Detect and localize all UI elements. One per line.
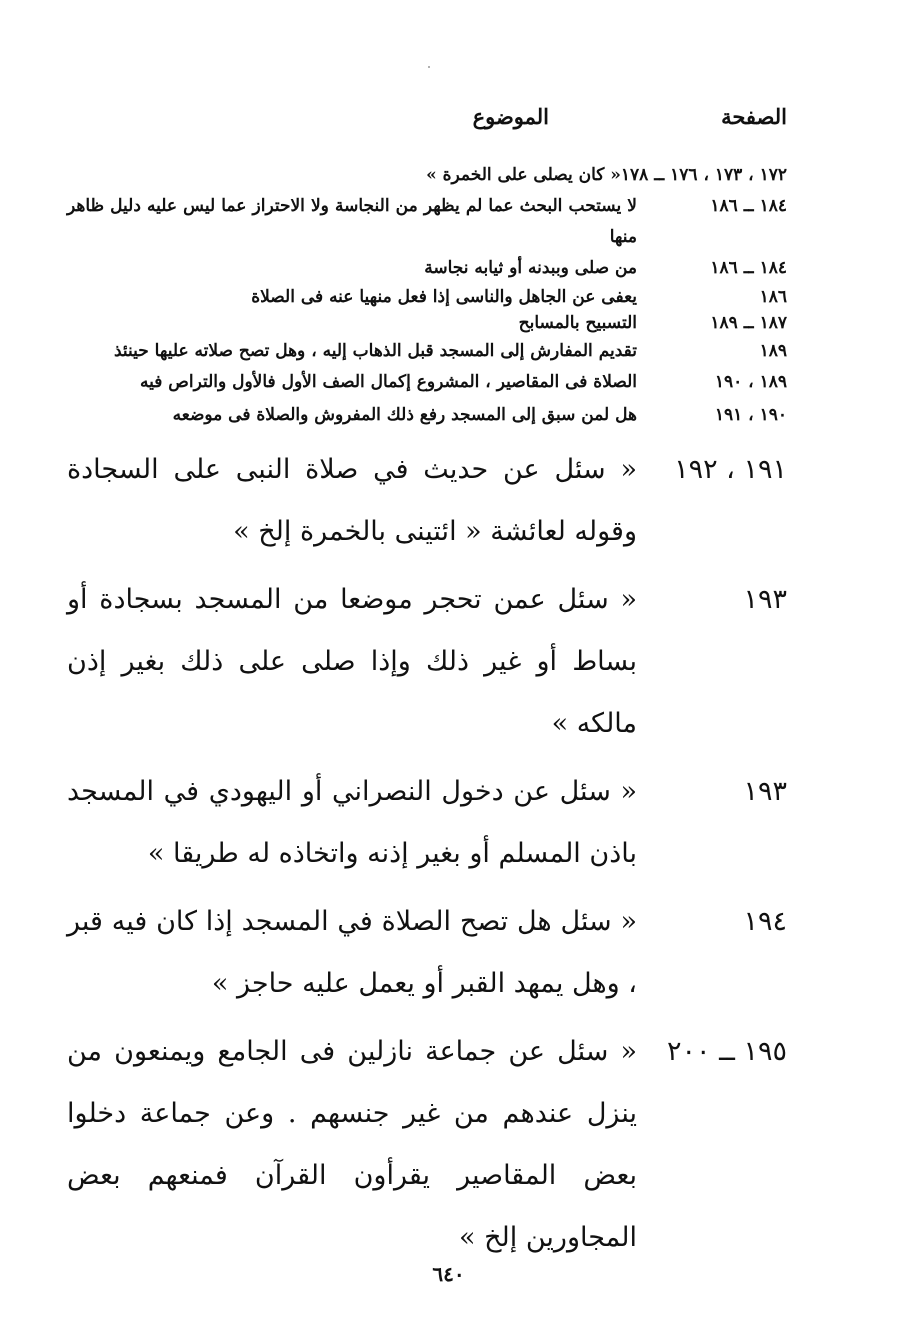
entry-pages: ١٨٩ [759,341,787,361]
index-entry [67,400,787,431]
entry-topic: « سئل هل تصح الصلاة في المسجد إذا كان فيه قبر ، وهل يمهد القبر أو يعمل عليه حاجز » [67,906,637,999]
entry-pages: ١٧٢ ، ١٧٣ ، ١٧٦ ــ ١٧٨ [620,165,787,185]
index-entry [67,439,787,563]
entry-topic: يعفى عن الجاهل والناسى إذا فعل منهيا عنه فى الصلاة [251,287,637,307]
entry-topic: « سئل عن دخول النصراني أو اليهودي في المسجد باذن المسلم أو بغير إذنه واتخاذه له طريقا » [67,776,637,869]
entry-topic: « سئل عن جماعة نازلين فى الجامع ويمنعون من ينزل عندهم من غير جنسهم . وعن جماعة دخلوا بعض المقاصير يقرأون القرآن فمنعهم بعض المجاورين إلخ » [67,1036,637,1253]
entry-pages: ١٩١ ، ١٩٢ [674,454,787,485]
index-entry [67,761,787,885]
entry-topic: الصلاة فى المقاصير ، المشروع إكمال الصف الأول فالأول والتراص فيه [140,372,637,392]
table-header [107,104,787,140]
entry-topic: « سئل عمن تحجر موضعا من المسجد بسجادة أو بساط أو غير ذلك وإذا صلى على ذلك بغير إذن مالكه » [67,584,637,739]
entry-pages: ١٩٣ [743,584,787,615]
index-entry [67,284,787,310]
entry-pages: ١٨٤ ــ ١٨٦ [710,196,787,216]
index-entry [67,310,787,336]
entry-pages: ١٩٠ ، ١٩١ [714,405,787,425]
index-entry [67,253,787,284]
entry-topic: من صلى وببدنه أو ثيابه نجاسة [424,258,637,278]
entry-topic: التسبيح بالمسابح [518,313,637,333]
entry-topic: « كان يصلى على الخمرة » [426,165,621,185]
index-entries [67,160,787,1269]
entry-pages: ١٨٩ ، ١٩٠ [714,372,787,392]
index-entry [67,1021,787,1269]
entry-pages: ١٨٧ ــ ١٨٩ [710,313,787,333]
index-entry [67,891,787,1015]
entry-pages: ١٩٣ [743,776,787,807]
index-entry [67,367,787,398]
topic-column-heading: الموضوع [472,104,549,129]
page-column-heading: الصفحة [721,104,787,129]
index-entry [67,336,787,367]
index-entry [67,569,787,755]
entry-topic: « سئل عن حديث في صلاة النبى على السجادة وقوله لعائشة « ائتينى بالخمرة إلخ » [67,454,637,547]
entry-topic: تقديم المفارش إلى المسجد قبل الذهاب إليه ، وهل تصح صلاته عليها حينئذ [113,341,637,361]
scan-speck [428,66,430,68]
entry-pages: ١٩٤ [743,906,787,937]
entry-pages: ١٨٤ ــ ١٨٦ [710,258,787,278]
entry-pages: ١٨٦ [759,287,787,307]
index-entry [67,191,787,253]
index-entry [67,160,787,191]
page-number: ٦٤٠ [432,1262,465,1286]
entry-pages: ١٩٥ ــ ٢٠٠ [666,1036,787,1067]
entry-topic: لا يستحب البحث عما لم يظهر من النجاسة ولا الاحتراز عما ليس عليه دليل ظاهر منها [67,196,637,247]
entry-topic: هل لمن سبق إلى المسجد رفع ذلك المفروش والصلاة فى موضعه [172,405,637,425]
